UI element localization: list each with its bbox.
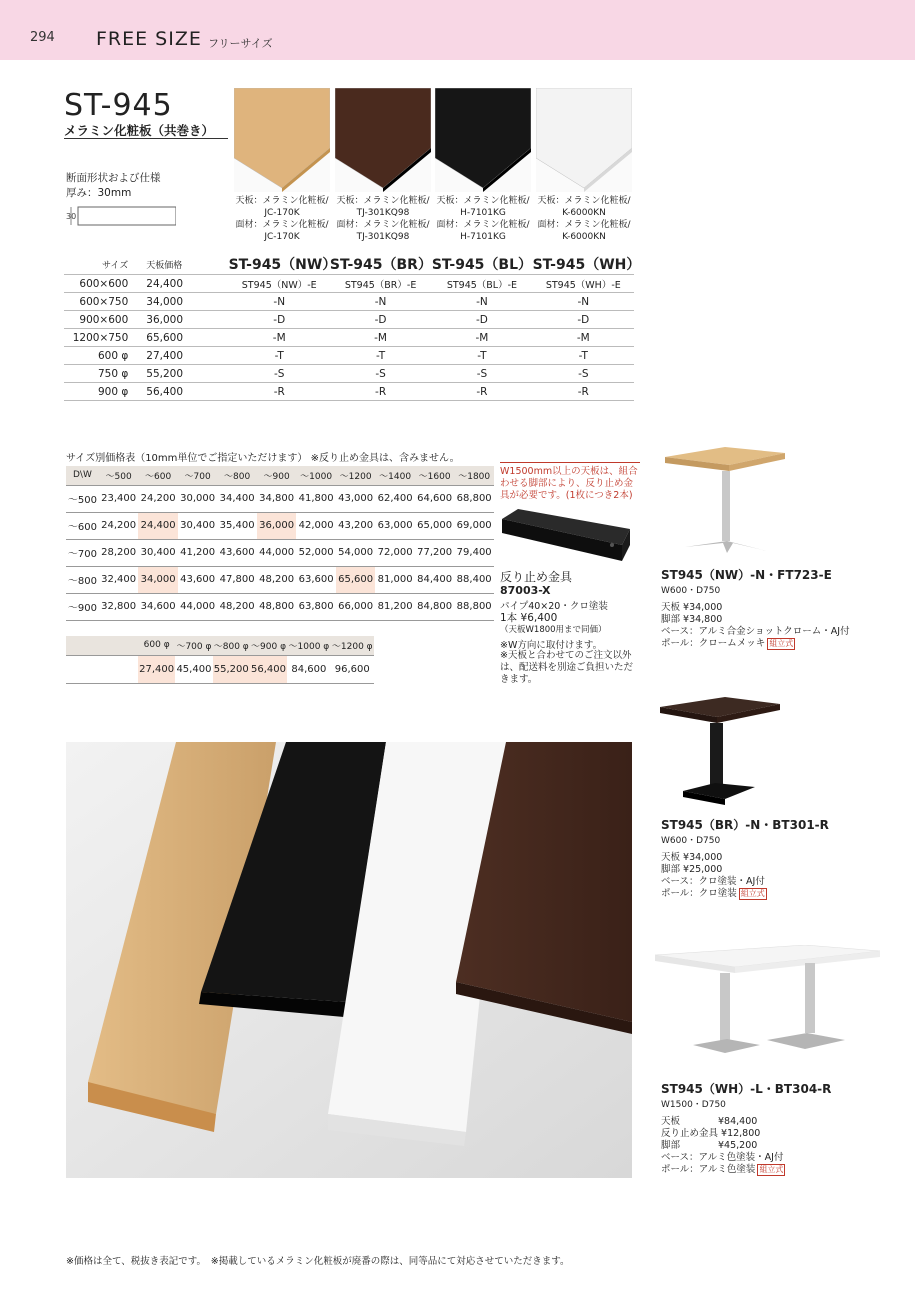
price-table-cell: 47,800 (217, 566, 257, 593)
price-table-cell: 30,000 (178, 485, 218, 512)
footer-note: ※価格は全て、税抜き表記です。 ※掲載しているメラミン化粧板が廃番の際は、同等品にて対応させていただきます。 (66, 1256, 570, 1267)
price-table-cell: 88,800 (454, 593, 494, 620)
price-table-header: ～600 (138, 466, 178, 485)
price-table-cell: 34,000 (138, 566, 178, 593)
price-table-title: サイズ別価格表（10mm単位でご指定いただけます） ※反り止め金具は、含みません。 (66, 453, 460, 464)
example-l2: 反り止め金具 ¥12,800 (661, 1128, 761, 1139)
price-table-cell: 30,400 (138, 539, 178, 566)
swatch-label (335, 195, 431, 243)
price-table-cell: ～500 (66, 485, 99, 512)
size-table-cell: 600×750 (64, 293, 146, 311)
size-table-header: ST-945（WH） (533, 254, 634, 275)
edge-profile-diagram (66, 204, 176, 228)
price-table-cell: 63,600 (296, 566, 336, 593)
price-table-cell: 43,600 (217, 539, 257, 566)
round-table-cell: 27,400 (138, 655, 175, 683)
profile-label: 30 (66, 212, 77, 221)
size-table-cell: -R (229, 383, 330, 401)
size-table-cell: -M (431, 329, 532, 347)
price-table-cell: 24,400 (138, 512, 178, 539)
size-table-header: サイズ (64, 254, 146, 275)
size-table-cell: -T (330, 347, 431, 365)
size-table-cell: -D (431, 311, 532, 329)
size-table-cell: -T (533, 347, 634, 365)
size-table-cell: ST945（NW）-E (229, 275, 330, 293)
price-table-cell: 65,600 (336, 566, 376, 593)
assembly-badge: 組立式 (759, 1165, 784, 1174)
price-table-header: ～700 (178, 466, 218, 485)
size-table-cell: 900 φ (64, 383, 146, 401)
size-table-cell: 36,000 (146, 311, 228, 329)
tabletop-samples-photo (66, 742, 632, 1178)
price-table-cell: 62,400 (375, 485, 415, 512)
price-table-cell: 66,000 (336, 593, 376, 620)
price-table-cell: 34,600 (138, 593, 178, 620)
table-photo (655, 945, 885, 1074)
size-table-cell: -N (533, 293, 634, 311)
price-table-cell: 52,000 (296, 539, 336, 566)
round-table-cell: 45,400 (175, 655, 212, 683)
price-table-cell: 84,400 (415, 566, 455, 593)
price-table-cell: 43,000 (336, 485, 376, 512)
assembly-badge: 組立式 (769, 639, 794, 648)
size-table-cell: -M (229, 329, 330, 347)
price-table-cell: 48,800 (257, 593, 297, 620)
model-title: ST-945 (64, 88, 173, 123)
price-table-cell: 28,200 (99, 539, 139, 566)
price-table-header: ～1600 (415, 466, 455, 485)
round-table-header: ～1200 φ (331, 636, 374, 655)
example-l4: ポール：アルミ色塗装 (661, 1164, 756, 1175)
accessory-price: 1本 ¥6,400 (500, 612, 558, 624)
accessory-note-2: ※天板と合わせてのご注文以外は、配送料を別途ご負担いただきます。 (500, 650, 634, 685)
round-table-cell: 56,400 (250, 655, 287, 683)
swatch-image (536, 88, 632, 192)
example-info (661, 1080, 881, 1176)
page-number: 294 (30, 30, 55, 45)
size-table-cell: 750 φ (64, 365, 146, 383)
price-table-cell: 30,400 (178, 512, 218, 539)
swatch-image (234, 88, 330, 192)
price-table-header: ～1200 (336, 466, 376, 485)
swatch-line3: 面材：メラミン化粧板/ (235, 220, 329, 230)
price-table-cell: ～800 (66, 566, 99, 593)
price-table-cell: 35,400 (217, 512, 257, 539)
accessory-code: 87003-X (500, 584, 551, 597)
swatch-line4: TJ-301KQ98 (356, 232, 410, 242)
price-table-header: D\W (66, 466, 99, 485)
series-title-jp: フリーサイズ (208, 37, 273, 50)
size-table-cell: -D (330, 311, 431, 329)
example-l1: 天板 ¥34,000 (661, 852, 723, 863)
example-l3: ベース：アルミ色塗装・AJ付 (661, 1152, 784, 1163)
size-table-header: ST-945（BL） (431, 254, 532, 275)
swatch-line2: K-6000KN (562, 208, 606, 218)
example-size: W600・D750 (661, 836, 721, 846)
price-table-cell: 24,200 (99, 512, 139, 539)
swatch-line4: H-7101KG (460, 232, 506, 242)
swatch-line2: TJ-301KQ98 (356, 208, 410, 218)
size-table-cell: 600×600 (64, 275, 146, 293)
size-table-cell: ST945（BR）-E (330, 275, 431, 293)
example-l2: 脚部 ¥25,000 (661, 864, 723, 875)
thickness-spec: 厚み：30mm (66, 187, 132, 199)
size-table-cell: 65,600 (146, 329, 228, 347)
round-table-cell: 55,200 (213, 655, 250, 683)
price-table-cell: 32,800 (99, 593, 139, 620)
swatch-image (435, 88, 531, 192)
example-size: W1500・D750 (661, 1100, 726, 1110)
swatch-line1: 天板：メラミン化粧板/ (235, 196, 329, 206)
swatch-line4: JC-170K (264, 232, 300, 242)
size-table-cell: -R (533, 383, 634, 401)
size-table-cell: -M (533, 329, 634, 347)
size-table-cell: -S (330, 365, 431, 383)
accessory-note-1: ※W方向に取付けます。 (500, 640, 603, 651)
size-table-cell: -S (431, 365, 532, 383)
price-table-cell: 43,200 (336, 512, 376, 539)
size-table-cell: ST945（WH）-E (533, 275, 634, 293)
accessory-name: 反り止め金具 (500, 570, 573, 584)
accessory-spec: パイプ40×20・クロ塗装 (500, 601, 608, 612)
swatch-line1: 天板：メラミン化粧板/ (336, 196, 430, 206)
size-table-cell: -T (431, 347, 532, 365)
price-table-cell: 63,800 (296, 593, 336, 620)
price-table-cell: 81,000 (375, 566, 415, 593)
round-table-header: 600 φ (138, 636, 175, 655)
price-table-header: ～1800 (454, 466, 494, 485)
size-table-cell: -N (229, 293, 330, 311)
price-table-cell: 64,600 (415, 485, 455, 512)
size-table-cell: 55,200 (146, 365, 228, 383)
size-table-cell: 600 φ (64, 347, 146, 365)
price-table-cell: ～700 (66, 539, 99, 566)
size-table-cell: -R (330, 383, 431, 401)
price-table-header: ～500 (99, 466, 139, 485)
price-table-cell: 36,000 (257, 512, 297, 539)
price-table-cell: 88,400 (454, 566, 494, 593)
example-l1: 天板 ¥84,400 (661, 1116, 758, 1127)
price-table-cell: 77,200 (415, 539, 455, 566)
size-table-cell: -M (330, 329, 431, 347)
example-title: ST945（BR）-N・BT301-R (661, 818, 829, 832)
round-table-header: ～700 φ (175, 636, 212, 655)
swatch-line3: 面材：メラミン化粧板/ (436, 220, 530, 230)
anti-warp-bracket-image (500, 505, 634, 565)
size-table-cell: -D (533, 311, 634, 329)
round-price-table (66, 636, 374, 684)
price-table-cell: ～900 (66, 593, 99, 620)
size-table-cell: -N (330, 293, 431, 311)
price-table-cell: 48,200 (217, 593, 257, 620)
price-table-header: ～1400 (375, 466, 415, 485)
swatch-label (435, 195, 531, 243)
example-title: ST945（NW）-N・FT723-E (661, 568, 832, 582)
example-title: ST945（WH）-L・BT304-R (661, 1082, 832, 1096)
price-table-cell: 54,000 (336, 539, 376, 566)
size-table-header: 天板価格 (146, 254, 228, 275)
size-table-cell: 1200×750 (64, 329, 146, 347)
size-table-cell: 56,400 (146, 383, 228, 401)
example-l3: ベース：クロ塗装・AJ付 (661, 876, 765, 887)
size-table-cell: -S (229, 365, 330, 383)
example-l4: ポール：クロームメッキ (661, 638, 766, 649)
price-table-cell: 32,400 (99, 566, 139, 593)
size-table-cell: 34,000 (146, 293, 228, 311)
assembly-badge: 組立式 (740, 889, 765, 898)
example-l3: ベース：アルミ合金ショットクローム・AJ付 (661, 626, 850, 637)
price-table-cell: 81,200 (375, 593, 415, 620)
price-table-cell: 44,000 (178, 593, 218, 620)
price-table-header: ～1000 (296, 466, 336, 485)
size-table-cell: -R (431, 383, 532, 401)
example-info (661, 566, 881, 650)
example-l2: 脚部 ¥34,800 (661, 614, 723, 625)
size-table-cell: ST945（BL）-E (431, 275, 532, 293)
size-table-cell: -S (533, 365, 634, 383)
price-table-cell: 63,000 (375, 512, 415, 539)
price-table-header: ～900 (257, 466, 297, 485)
size-table-cell: 24,400 (146, 275, 228, 293)
swatch-line3: 面材：メラミン化粧板/ (336, 220, 430, 230)
price-table-cell: 24,200 (138, 485, 178, 512)
price-table-cell: 23,400 (99, 485, 139, 512)
table-photo (655, 695, 855, 814)
price-table-cell: 79,400 (454, 539, 494, 566)
accessory-note: W1500mm以上の天板は、組合わせる脚部により、反り止め金具が必要です。(1枚につき2本) (500, 462, 640, 502)
size-table-cell: 900×600 (64, 311, 146, 329)
size-table-header: ST-945（NW） (229, 254, 330, 275)
price-table-cell: ～600 (66, 512, 99, 539)
table-photo (655, 445, 855, 564)
round-table-cell: 84,600 (287, 655, 330, 683)
round-table-header: ～900 φ (250, 636, 287, 655)
swatch-line1: 天板：メラミン化粧板/ (436, 196, 530, 206)
swatch-image (335, 88, 431, 192)
swatch-label (234, 195, 330, 243)
price-table-cell: 72,000 (375, 539, 415, 566)
round-table-header: ～1000 φ (287, 636, 330, 655)
size-table-cell: -N (431, 293, 532, 311)
round-table-header: ～800 φ (213, 636, 250, 655)
swatch-line2: H-7101KG (460, 208, 506, 218)
price-table-cell: 41,200 (178, 539, 218, 566)
price-table-cell: 84,800 (415, 593, 455, 620)
section-title: 断面形状および仕様 (66, 172, 161, 184)
price-table (66, 466, 494, 621)
example-size: W600・D750 (661, 586, 721, 596)
price-table-cell: 34,400 (217, 485, 257, 512)
size-table (64, 254, 641, 401)
round-table-cell: 96,600 (331, 655, 374, 683)
round-table-corner (66, 655, 138, 683)
price-table-cell: 68,800 (454, 485, 494, 512)
swatch-line2: JC-170K (264, 208, 300, 218)
price-table-cell: 44,000 (257, 539, 297, 566)
example-info (661, 816, 881, 900)
price-table-cell: 42,000 (296, 512, 336, 539)
swatch-line1: 天板：メラミン化粧板/ (537, 196, 631, 206)
price-table-cell: 48,200 (257, 566, 297, 593)
price-table-header: ～800 (217, 466, 257, 485)
accessory-price-note: （天板W1800用まで同価） (500, 625, 607, 635)
price-table-cell: 43,600 (178, 566, 218, 593)
swatch-line4: K-6000KN (562, 232, 606, 242)
price-table-cell: 69,000 (454, 512, 494, 539)
example-l2b: 脚部 ¥45,200 (661, 1140, 758, 1151)
series-title: FREE SIZE (96, 28, 202, 50)
swatch-label (536, 195, 632, 243)
size-table-cell: -D (229, 311, 330, 329)
model-subtitle: メラミン化粧板（共巻き） (64, 123, 215, 138)
size-table-header: ST-945（BR） (330, 254, 431, 275)
price-table-cell: 65,000 (415, 512, 455, 539)
example-l4: ポール：クロ塗装 (661, 888, 737, 899)
swatch-line3: 面材：メラミン化粧板/ (537, 220, 631, 230)
round-table-corner (66, 636, 138, 655)
price-table-cell: 34,800 (257, 485, 297, 512)
size-table-cell: -T (229, 347, 330, 365)
size-table-cell: 27,400 (146, 347, 228, 365)
example-l1: 天板 ¥34,000 (661, 602, 723, 613)
price-table-cell: 41,800 (296, 485, 336, 512)
